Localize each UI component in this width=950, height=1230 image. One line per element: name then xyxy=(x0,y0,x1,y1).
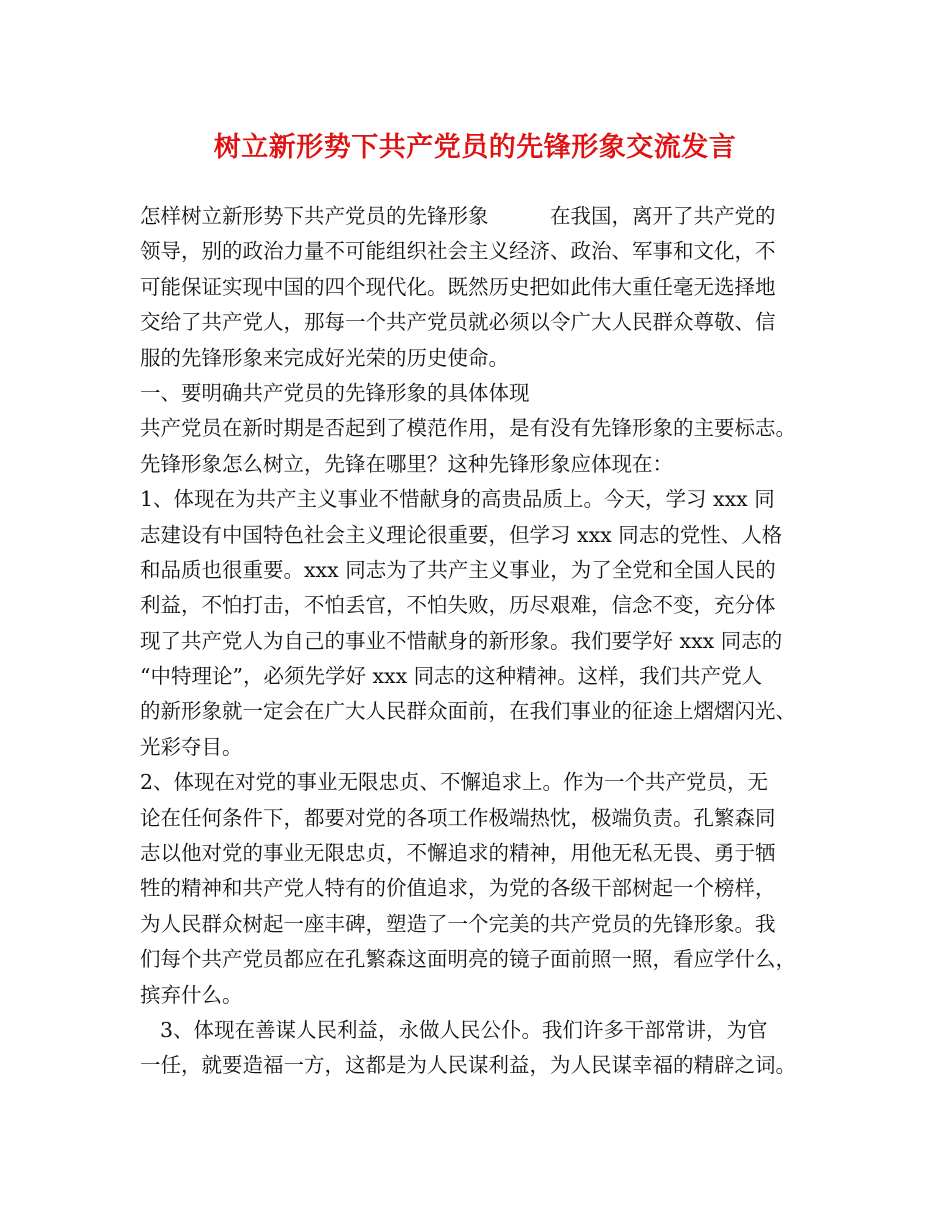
body-line: 志建设有中国特色社会主义理论很重要，但学习 xxx 同志的党性、人格 xyxy=(140,522,783,547)
section-heading: 一、要明确共产党员的先锋形象的具体体现 xyxy=(140,380,530,405)
body-line: 交给了共产党人，那每一个共产党员就必须以令广大人民群众尊敬、信 xyxy=(140,310,776,335)
body-line: “中特理论”，必须先学好 xxx 同志的这种精神。这样，我们共产党人 xyxy=(140,664,763,689)
body-line: 们每个共产党员都应在孔繁森这面明亮的镜子面前照一照，看应学什么， xyxy=(140,947,796,972)
body-line: 一任，就要造福一方，这都是为人民谋利益，为人民谋幸福的精辟之词。 xyxy=(140,1053,796,1078)
body-line: 志以他对党的事业无限忠贞，不懈追求的精神，用他无私无畏、勇于牺 xyxy=(140,841,776,866)
body-line: 2、体现在对党的事业无限忠贞、不懈追求上。作为一个共产党员，无 xyxy=(140,770,769,795)
document-title: 树立新形势下共产党员的先锋形象交流发言 xyxy=(213,132,737,163)
body-line: 论在任何条件下，都要对党的各项工作极端热忱，极端负责。孔繁森同 xyxy=(140,805,776,830)
body-line: 可能保证实现中国的四个现代化。既然历史把如此伟大重任毫无选择地 xyxy=(140,274,776,299)
body-line: 为人民群众树起一座丰碑，塑造了一个完美的共产党员的先锋形象。我 xyxy=(140,911,776,936)
document-body xyxy=(140,199,830,1084)
body-line: 怎样树立新形势下共产党员的先锋形象 在我国，离开了共产党的 xyxy=(140,204,776,228)
body-line: 现了共产党人为自己的事业不惜献身的新形象。我们要学好 xxx 同志的 xyxy=(140,628,783,653)
body-line: 3、体现在善谋人民利益，永做人民公仆。我们许多干部常讲，为官 xyxy=(160,1017,768,1042)
body-line: 1、体现在为共产主义事业不惜献身的高贵品质上。今天，学习 xxx 同 xyxy=(140,487,775,512)
body-line: 的新形象就一定会在广大人民群众面前，在我们事业的征途上熠熠闪光、 xyxy=(140,699,796,724)
body-line: 共产党员在新时期是否起到了模范作用，是有没有先锋形象的主要标志。 xyxy=(140,416,796,441)
body-line: 领导，别的政治力量不可能组织社会主义经济、政治、军事和文化，不 xyxy=(140,239,776,264)
body-line: 服的先锋形象来完成好光荣的历史使命。 xyxy=(140,345,509,370)
body-line: 牲的精神和共产党人特有的价值追求，为党的各级干部树起一个榜样， xyxy=(140,876,776,901)
body-line: 利益，不怕打击，不怕丢官，不怕失败，历尽艰难，信念不变，充分体 xyxy=(140,593,776,618)
body-line: 摈弃什么。 xyxy=(140,982,243,1007)
body-line: 光彩夺目。 xyxy=(140,734,243,759)
body-line: 先锋形象怎么树立，先锋在哪里？这种先锋形象应体现在： xyxy=(140,451,673,476)
body-line: 和品质也很重要。xxx 同志为了共产主义事业，为了全党和全国人民的 xyxy=(140,557,776,582)
